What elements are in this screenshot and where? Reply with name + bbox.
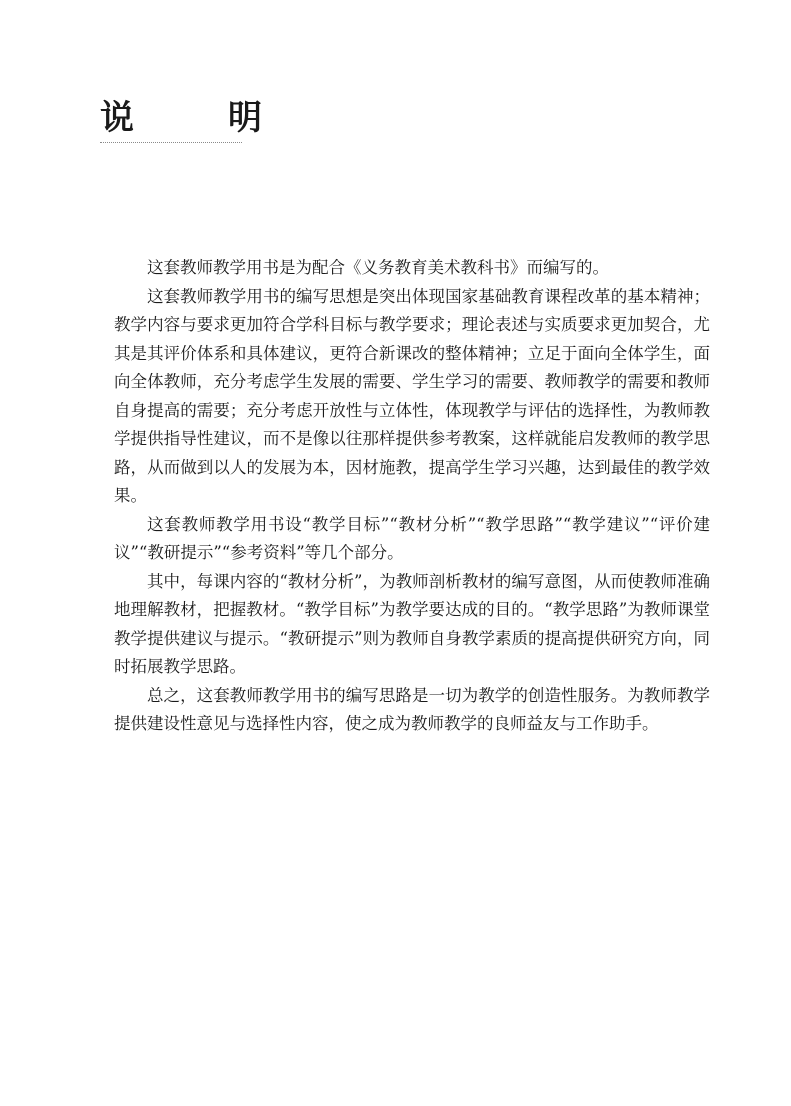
paragraph: 总之，这套教师教学用书的编写思路是一切为教学的创造性服务。为教师教学提供建设性意见与选择性内容，使之成为教师教学的良师益友与工作助手。 <box>114 685 710 733</box>
paragraph: 其中，每课内容的“教材分析”，为教师剖析教材的编写意图，从而使教师准确地理解教材，把握教材。“教学目标”为教学要达成的目的。“教学思路”为教师课堂教学提供建议与提示。“教研提示”则为教师自身教学素质的提高提供研究方向，同时拓展教学思路。 <box>114 571 710 676</box>
title-underline <box>100 142 242 143</box>
page-title: 说 明 <box>100 98 292 138</box>
title-block <box>100 96 292 143</box>
body-text <box>114 254 710 739</box>
paragraph: 这套教师教学用书设“教学目标”“教材分析”“教学思路”“教学建议”“评价建议”“教研提示”“参考资料”等几个部分。 <box>114 514 710 562</box>
paragraph: 这套教师教学用书是为配合《义务教育美术教科书》而编写的。 <box>147 258 609 277</box>
paragraph: 这套教师教学用书的编写思想是突出体现国家基础教育课程改革的基本精神；教学内容与要求更加符合学科目标与教学要求；理论表述与实质要求更加契合，尤其是其评价体系和具体建议，更符合新课改的整体精神；立足于面向全体学生，面向全体教师，充分考虑学生发展的需要、学生学习的需要、教师教学的需要和教师自身提高的需要；充分考虑开放性与立体性，体现教学与评估的选择性，为教师教学提供指导性建议，而不是像以往那样提供参考教案，这样就能启发教师的教学思路，从而做到以人的发展为本，因材施教，提高学生学习兴趣，达到最佳的教学效果。 <box>114 286 710 505</box>
